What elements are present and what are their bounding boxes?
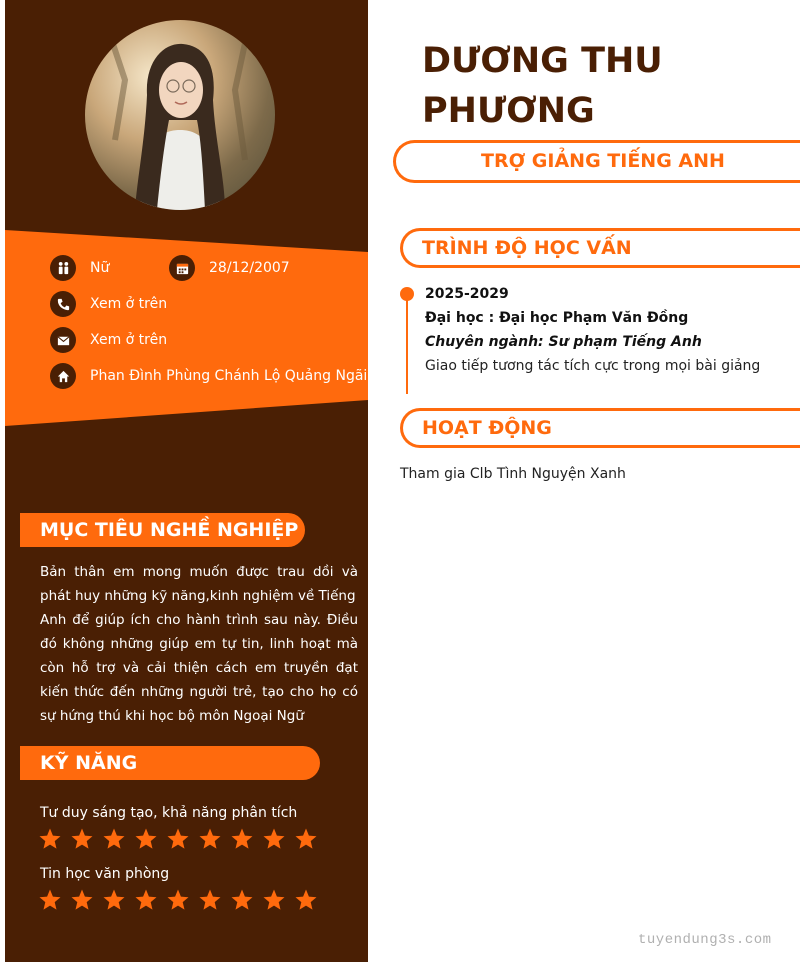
star-icon <box>198 827 222 851</box>
education-desc: Giao tiếp tương tác tích cực trong mọi bài giảng <box>425 358 761 374</box>
activities-desc: Tham gia Clb Tình Nguyện Xanh <box>400 466 626 482</box>
objective-line2: Anh để giúp ích cho hành trình sau này. Điều đó không những giúp em tự tin, linh hoạt mà còn hỗ trợ và cải thiện cách em truyền đạt kiến thức đến những người trẻ, tạo cho họ có sự hứng thú khi học bộ môn Ngoại Ngữ <box>40 612 358 724</box>
skill-name: Tư duy sáng tạo, khả năng phân tích <box>40 805 298 821</box>
skill-name: Tin học văn phòng <box>40 866 170 882</box>
activities-heading: HOẠT ĐỘNG <box>422 417 552 439</box>
name-line1: DƯƠNG THU <box>422 41 663 81</box>
star-icon <box>134 888 158 912</box>
position-title: TRỢ GIẢNG TIẾNG ANH <box>481 150 725 172</box>
star-icon <box>70 827 94 851</box>
watermark: tuyendung3s.com <box>638 932 772 948</box>
skill-rating <box>38 888 318 912</box>
full-name <box>422 36 722 136</box>
objective-heading: MỤC TIÊU NGHỀ NGHIỆP <box>20 513 305 547</box>
objective-text <box>40 560 358 728</box>
star-icon <box>134 827 158 851</box>
education-heading: TRÌNH ĐỘ HỌC VẤN <box>422 237 632 259</box>
timeline-line <box>406 300 408 394</box>
star-icon <box>294 888 318 912</box>
skills-heading: KỸ NĂNG <box>20 746 320 780</box>
address-text: Phan Đình Phùng Chánh Lộ Quảng Ngãi <box>90 368 368 384</box>
star-icon <box>230 888 254 912</box>
star-icon <box>102 827 126 851</box>
timeline-dot <box>400 287 414 301</box>
home-icon <box>50 363 76 389</box>
star-icon <box>38 827 62 851</box>
education-school: Đại học : Đại học Phạm Văn Đồng <box>425 310 689 326</box>
star-icon <box>166 888 190 912</box>
star-icon <box>262 888 286 912</box>
name-line2: PHƯƠNG <box>422 91 595 131</box>
phone-text: Xem ở trên <box>90 296 168 312</box>
star-icon <box>198 888 222 912</box>
gender-icon <box>50 255 76 281</box>
star-icon <box>166 827 190 851</box>
calendar-icon <box>169 255 195 281</box>
star-icon <box>294 827 318 851</box>
gender-text: Nữ <box>90 260 110 276</box>
profile-photo <box>85 20 275 210</box>
star-icon <box>262 827 286 851</box>
email-icon <box>50 327 76 353</box>
birthday-text: 28/12/2007 <box>209 260 290 276</box>
star-icon <box>230 827 254 851</box>
star-icon <box>102 888 126 912</box>
email-text: Xem ở trên <box>90 332 168 348</box>
education-major: Chuyên ngành: Sư phạm Tiếng Anh <box>425 334 702 350</box>
star-icon <box>70 888 94 912</box>
phone-icon <box>50 291 76 317</box>
objective-line1: Bản thân em mong muốn được trau dồi và phát huy những kỹ năng,kinh nghiệm về Tiếng <box>40 564 358 604</box>
skill-rating <box>38 827 318 851</box>
education-period: 2025-2029 <box>425 286 509 302</box>
star-icon <box>38 888 62 912</box>
